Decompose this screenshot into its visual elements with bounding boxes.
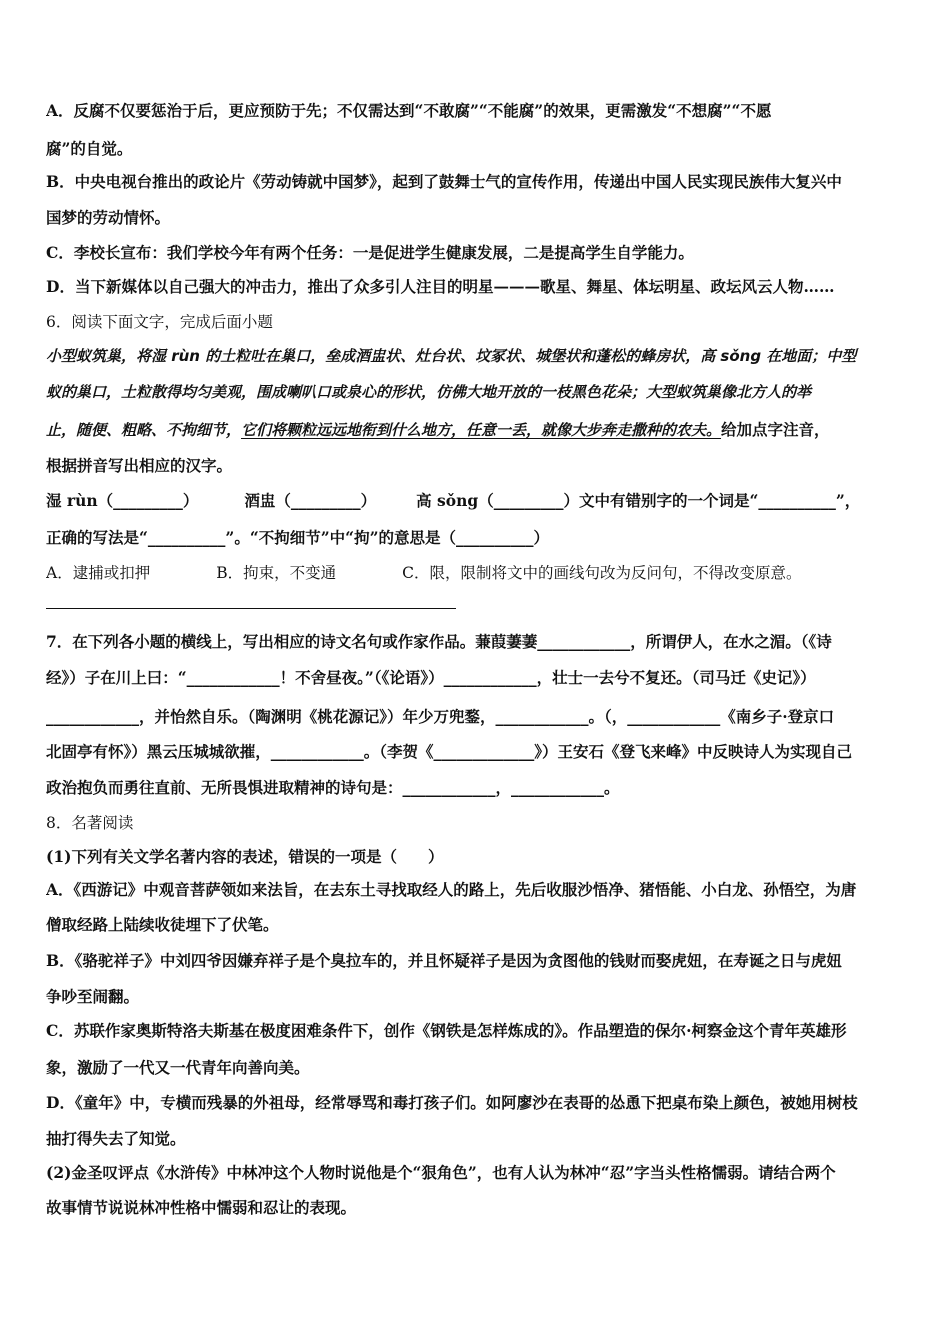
q5-option-a-line1: A．反腐不仅要惩治于后，更应预防于先；不仅需达到“不敢腐”“不能腐”的效果，更需激发“不想腐”“不愿 bbox=[46, 101, 772, 120]
q8-sub2-line2: 故事情节说说林冲性格中懦弱和忍让的表现。 bbox=[46, 1198, 357, 1217]
q7-line4: 北固亭有怀》）黑云压城城欲摧，____________。（李贺《_____________》）王安石《登飞来峰》中反映诗人为实现自己 bbox=[46, 742, 853, 761]
q6-title: 6．阅读下面文字，完成后面小题 bbox=[46, 313, 273, 331]
q8-option-a-line1: A．《西游记》中观音菩萨领如来法旨，在去东土寻找取经人的路上，先后收服沙悟净、猪悟能、小白龙、孙悟空，为唐 bbox=[46, 880, 857, 899]
q5-option-a-line2: 腐”的自觉。 bbox=[46, 139, 133, 158]
q5-option-c: C．李校长宣布：我们学校今年有两个任务：一是促进学生健康发展，二是提高学生自学能力。 bbox=[46, 243, 694, 262]
q6-passage-line1: 小型蚁筑巢，将湿 rùn 的土粒吐在巢口，垒成酒盅状、灶台状、坟冢状、城堡状和蓬松的蜂房状，高 sǒng 在地面；中型 bbox=[46, 347, 857, 365]
q6-instruction: 给加点字注音， bbox=[721, 420, 830, 439]
q8-option-a-line2: 僧取经路上陆续收徒埋下了伏笔。 bbox=[46, 915, 279, 934]
q8-sub2-line1: (2)金圣叹评点《水浒传》中林冲这个人物时说他是个“狠角色”，也有人认为林冲“忍”字当头性格懦弱。请结合两个 bbox=[46, 1163, 836, 1182]
q7-line5: 政治抱负而勇往直前、无所畏惧进取精神的诗句是：____________，____________。 bbox=[46, 778, 620, 797]
q8-option-c-line2: 象，激励了一代又一代青年向善向美。 bbox=[46, 1058, 310, 1077]
q8-title: 8．名著阅读 bbox=[46, 814, 134, 832]
q8-option-b-line2: 争吵至闹翻。 bbox=[46, 987, 140, 1006]
q7-line1: 7．在下列各小题的横线上，写出相应的诗文名句或作家作品。蒹葭萋萋____________，所谓伊人，在水之湄。（《诗 bbox=[46, 632, 832, 651]
q6-options bbox=[46, 562, 908, 584]
q6-option-c[interactable]: C．限，限制将文中的画线句改为反问句，不得改变原意。 bbox=[402, 564, 802, 582]
q6-fill-line1 bbox=[46, 490, 908, 512]
blank-shi-run[interactable]: 湿 rùn（_________） bbox=[46, 491, 199, 510]
q6-passage-line3 bbox=[46, 419, 908, 441]
q6-fill-line2[interactable]: 正确的写法是“__________”。“不拘细节”中“拘”的意思是（__________） bbox=[46, 528, 549, 547]
q5-option-b-line2: 国梦的劳动情怀。 bbox=[46, 208, 171, 227]
q6-instruction-line2: 根据拼音写出相应的汉字。 bbox=[46, 456, 233, 475]
q8-option-d-line2: 抽打得失去了知觉。 bbox=[46, 1129, 186, 1148]
q6-passage-line3-start: 止，随便、粗略、不拘细节， bbox=[46, 421, 242, 439]
q5-option-b-line1: B．中央电视台推出的政论片《劳动铸就中国梦》，起到了鼓舞士气的宣传作用，传递出中国人民实现民族伟大复兴中 bbox=[46, 172, 842, 191]
q7-line2: 经》）子在川上曰：“____________！不舍昼夜。”（《论语》）____________，壮士一去兮不复还。（司马迁《史记》） bbox=[46, 668, 816, 687]
answer-line[interactable] bbox=[46, 608, 456, 609]
q5-option-d: D．当下新媒体以自己强大的冲击力，推出了众多引人注目的明星———歌星、舞星、体坛明星、政坛风云人物…… bbox=[46, 277, 835, 296]
q7-line3: ____________，并怡然自乐。（陶渊明《桃花源记》）年少万兜鍪，____________。（，____________《南乡子·登京口 bbox=[46, 707, 835, 726]
q8-option-b-line1: B．《骆驼祥子》中刘四爷因嫌弃祥子是个臭拉车的，并且怀疑祥子是因为贪图他的钱财而娶虎妞，在寿诞之日与虎妞 bbox=[46, 951, 842, 970]
q8-option-d-line1: D．《童年》中，专横而残暴的外祖母，经常辱骂和毒打孩子们。如阿廖沙在表哥的怂恿下把桌布染上颜色，被她用树枝 bbox=[46, 1093, 858, 1112]
q6-option-b[interactable]: B．拘束，不变通 bbox=[216, 564, 337, 582]
blank-gao-song[interactable]: 高 sǒng（_________）文中有错别字的一个词是“__________”， bbox=[416, 491, 861, 510]
blank-jiu-zhong[interactable]: 酒盅（_________） bbox=[244, 491, 377, 510]
q6-underlined-sentence: 它们将颗粒远远地衔到什么地方，任意一丢，就像大步奔走撒种的农夫。 bbox=[241, 421, 722, 439]
q8-sub1-stem: (1)下列有关文学名著内容的表述，错误的一项是（ ） bbox=[46, 847, 444, 866]
q6-passage-line2: 蚁的巢口，土粒散得均匀美观，围成喇叭口或泉心的形状，仿佛大地开放的一枝黑色花朵；大型蚁筑巢像北方人的举 bbox=[46, 383, 812, 401]
q6-option-a[interactable]: A．逮捕或扣押 bbox=[46, 564, 151, 582]
q8-option-c-line1: C．苏联作家奥斯特洛夫斯基在极度困难条件下，创作《钢铁是怎样炼成的》。作品塑造的保尔·柯察金这个青年英雄形 bbox=[46, 1021, 847, 1040]
